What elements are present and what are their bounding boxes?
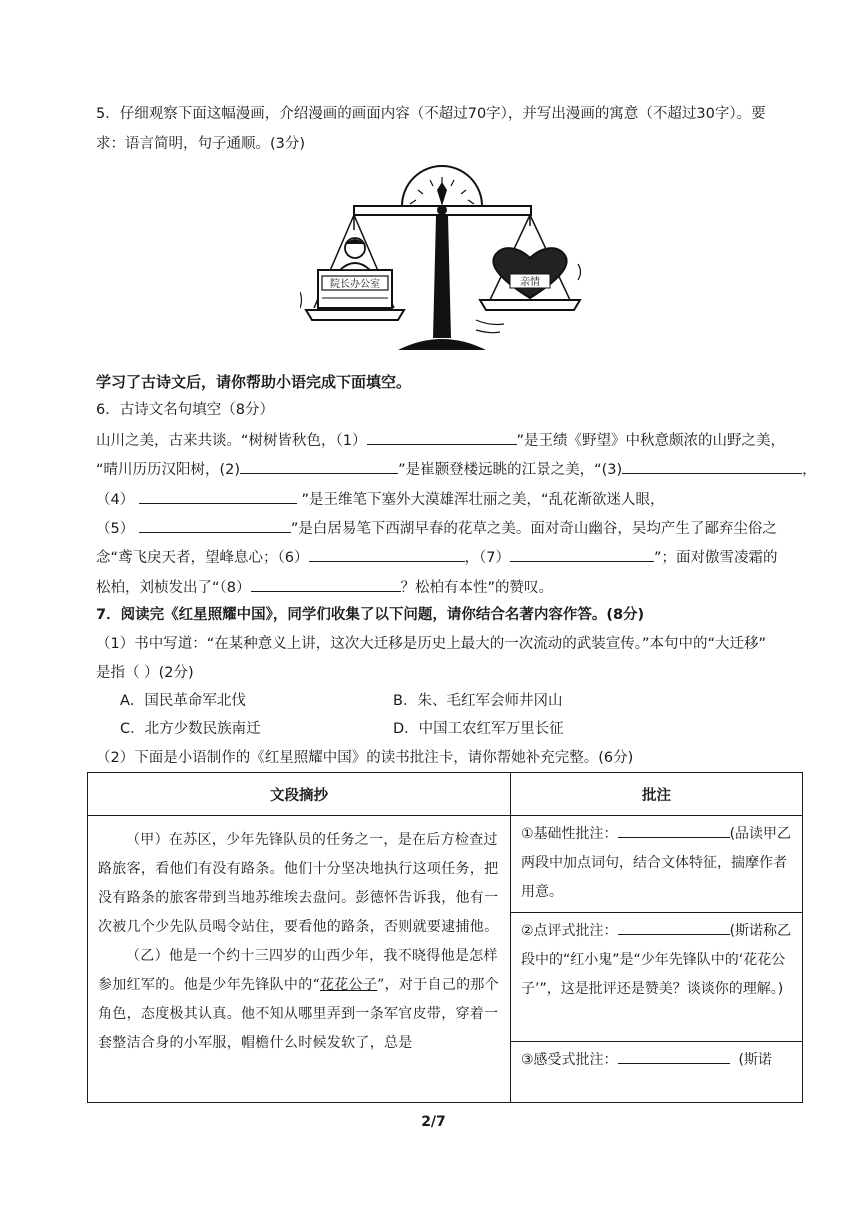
heart-sign: 亲情 [520,277,540,288]
blank-6[interactable] [309,546,465,562]
q7-sub1-line1: （1）书中写道：“在某种意义上讲，这次大迁移是历史上最大的一次流动的武装宣传。”本句中的“大迁移” [96,636,767,652]
heart-icon [493,248,566,298]
q7-sub1-line2: 是指（ ）(2分) [96,665,194,681]
q7-sub2: （2）下面是小语制作的《红星照耀中国》的读书批注卡，请你帮她补充完整。(6分) [96,750,634,766]
passage-jia: （甲）在苏区，少年先锋队员的任务之一，是在后方检查过路旅客，看他们有没有路条。他们十分坚决地执行这项任务，把没有路条的旅客带到当地苏维埃去盘问。彭德怀告诉我，他有一次被几个少先队员喝令站住，要看他的路条，否则就要逮捕他。 [98,832,499,935]
office-sign: 院长办公室 [330,279,380,290]
note-blank-3[interactable] [618,1049,730,1064]
q6-line5: 念“鸢飞戾天者，望峰息心；（6） ，（7） ”；面对傲雪凌霜的 [96,546,778,568]
note-cell-2: ②点评式批注： (斯诺称乙段中的“红小鬼”是“少年先锋队中的‘花花公子’”，这是批评还是赞美？谈谈你的理解。) [511,913,803,1042]
official-figure [318,238,392,308]
option-c[interactable]: C．北方少数民族南迁 [120,721,261,737]
q6-line3: （4） ”是王维笔下塞外大漠雄浑壮丽之美，“乱花渐欲迷人眼， [96,488,664,510]
col-header-excerpt: 文段摘抄 [88,773,511,816]
blank-2[interactable] [240,458,398,474]
balance-scale-cartoon [300,160,585,360]
q6-line6: 松柏，刘桢发出了“（8） ？松柏有本性”的赞叹。 [96,576,553,598]
q7-title: 7．阅读完《红星照耀中国》，同学们收集了以下问题，请你结合名著内容作答。(8分) [96,607,645,623]
col-header-annotation: 批注 [511,773,803,816]
option-a[interactable]: A．国民革命军北伐 [120,693,246,709]
reading-annotation-card [87,772,803,1103]
blank-8[interactable] [251,576,401,592]
note-blank-1[interactable] [618,823,730,838]
option-b[interactable]: B．朱、毛红军会师井冈山 [393,693,563,709]
q6-title: 6．古诗文名句填空（8分） [96,402,274,418]
excerpt-cell [88,816,511,1103]
note-cell-1: ①基础性批注： (品读甲乙两段中加点词句，结合文体特征，揣摩作者用意。 [511,816,803,913]
blank-1[interactable] [367,429,517,445]
note-blank-2[interactable] [618,920,730,935]
blank-7[interactable] [510,546,654,562]
blank-5[interactable] [139,517,291,533]
q5-prompt-line1: 5．仔细观察下面这幅漫画，介绍漫画的画面内容（不超过70字），并写出漫画的寓意（不超过30字）。要 [96,106,766,122]
q6-line1: 山川之美，古来共谈。“树树皆秋色，（1） ”是王绩《野望》中秋意颇浓的山野之美， [96,429,785,451]
q5-prompt-line2: 求：语言简明，句子通顺。(3分) [96,136,306,152]
q6-line4: （5） ”是白居易笔下西湖早春的花草之美。面对奇山幽谷，吴均产生了鄙弃尘俗之 [96,517,777,539]
q6-line2: “晴川历历汉阳树，(2) ”是崔颢登楼远眺的江景之美，“(3) ， [96,458,817,480]
page-number: 2/7 [421,1114,446,1130]
underlined-phrase: 花花公子 [319,977,378,993]
blank-3[interactable] [622,458,802,474]
option-d[interactable]: D．中国工农红军万里长征 [393,721,564,737]
passage-yi: （乙）他是一个约十三四岁的山西少年，我不晓得他是怎样参加红军的。他是少年先锋队中的“花花公子”，对于自己的那个角色，态度极其认真。他不知从哪里弄到一条军官皮带，穿着一套整洁合身的小军服，帽檐什么时候发软了，总是 [98,948,500,1051]
section-intro: 学习了古诗文后，请你帮助小语完成下面填空。 [96,373,412,391]
note-cell-3: ③感受式批注： (斯诺 [511,1042,803,1103]
blank-4[interactable] [139,488,297,504]
